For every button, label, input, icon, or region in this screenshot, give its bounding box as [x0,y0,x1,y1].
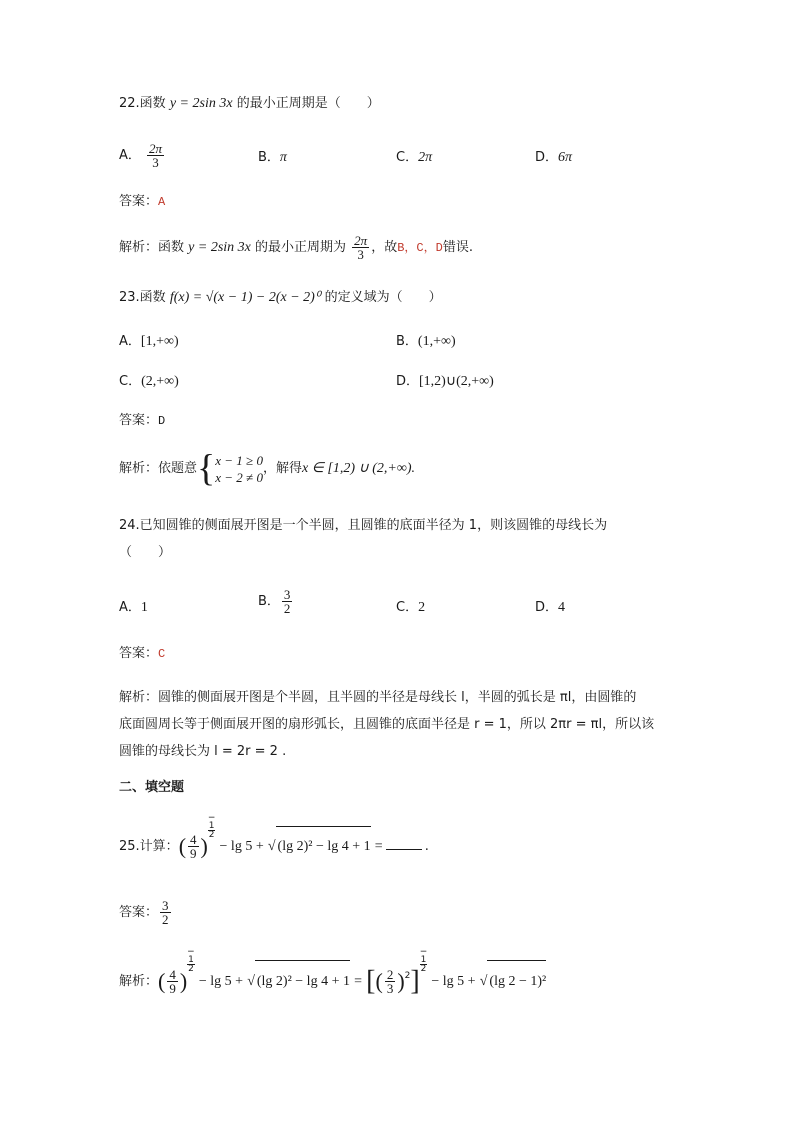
q25-exponent: − 1 2 [207,813,216,840]
question-22-stem [119,95,380,113]
q25-explanation: 解析：( $\frac{4}{9}$ ) − 1 2 − lg 5 + √ (lg 2)² − lg 4 + 1 = [( $\frac{2}{3}$ )$^2$] − 1 2 − lg 5 + √ (lg 2 − 1)² [119,960,546,1004]
question-24-stem-line1: 24.已知圆锥的侧面展开图是一个半圆，且圆锥的底面半径为 1，则该圆锥的母线长为 [119,518,608,533]
question-24-stem-line2: （ ） [119,545,172,560]
q24-option-d[interactable]: D．4 [535,600,566,615]
q23-option-c[interactable]: C．(2,+∞) [119,374,179,389]
q23-formula: f(x) = √(x − 1) − 2(x − 2)⁰ [169,290,321,305]
q24-option-a[interactable]: A．1 [119,600,148,615]
q24-option-b[interactable]: B． $\frac{3}{2}$ [258,587,291,616]
q22-suffix: 的最小正周期是（ ） [236,96,380,111]
q23-answer-value: D [158,414,166,428]
q25-sqrt: (lg 2)² − lg 4 + 1 [276,826,371,867]
q22-option-c[interactable]: C．2π [396,150,433,165]
q23-option-a[interactable]: A．[1,+∞) [119,334,179,349]
question-23-stem: 23.函数 f(x) = √(x − 1) − 2(x − 2)⁰ 的定义域为（ ） [119,290,442,305]
q23-option-d[interactable]: D．[1,2)∪(2,+∞) [396,374,494,389]
q22-option-a-fraction: $\frac{2\pi}{3}$ [149,141,163,170]
q22-formula: y = 2sin 3x [169,96,233,111]
q22-option-a[interactable]: A． $\frac{2\pi}{3}$ [119,141,163,170]
q23-explanation: 解析：依题意{ x − 1 ≥ 0 x − 2 ≠ 0 ，解得x ∈ [1,2) ∪ (2,+∞). [119,447,415,490]
q24-option-c[interactable]: C．2 [396,600,426,615]
q22-option-d[interactable]: D．6π [535,150,573,165]
q22-prefix: 22.函数 [119,96,166,111]
q22-option-b[interactable]: B．π [258,150,287,165]
q25-answer-blank[interactable] [386,849,422,850]
q23-answer: 答案：D [119,413,166,428]
q23-option-b[interactable]: B．(1,+∞) [396,334,456,349]
q25-answer: 答案： $\frac{3}{2}$ [119,898,169,927]
q22-explanation: 解析：函数 y = 2sin 3x 的最小正周期为 $\frac{2\pi}{3}$ ，故B，C，D错误. [119,233,473,262]
question-25-stem: 25.计算：( $\frac{4}{9}$ ) − 1 2 − lg 5 + √ (lg 2)² − lg 4 + 1 = . [119,826,429,867]
q23-system-brace: { [197,447,216,490]
q22-answer: 答案：A [119,194,166,209]
q25-answer-fraction: $\frac{3}{2}$ [162,898,169,927]
q24-explanation: 解析：圆锥的侧面展开图是个半圆，且半圆的半径是母线长 l，半圆的弧长是 πl，由圆锥的 底面圆周长等于侧面展开图的扇形弧长，且圆锥的底面半径是 r = 1，所以 2πr = πl，所以该 圆锥的母线长为 l = 2r = 2 . [119,690,655,759]
q24-option-b-fraction: $\frac{3}{2}$ [283,587,291,616]
q23-system: x − 1 ≥ 0 x − 2 ≠ 0 [215,452,263,485]
q24-answer: 答案：C [119,646,166,661]
section-title-fill-in: 二、填空题 [119,780,185,795]
q22-answer-value: A [158,195,166,209]
q22-expl-fraction: $\frac{2\pi}{3}$ [354,233,368,262]
q24-answer-value: C [158,647,166,661]
